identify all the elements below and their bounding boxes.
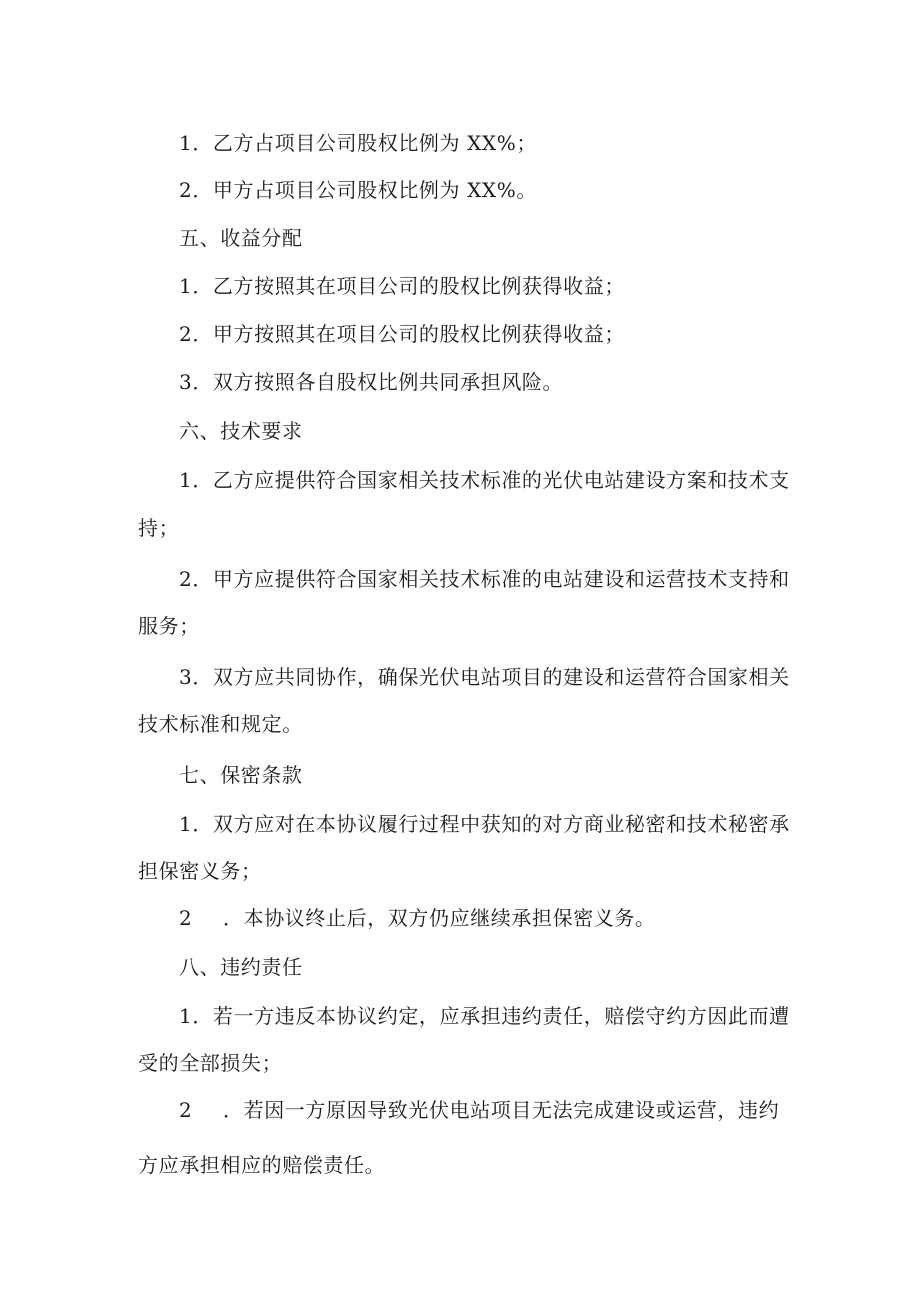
profit-item-3: [179, 370, 839, 394]
item-text: ．甲方按照其在项目公司的股权比例获得收益；: [192, 322, 625, 346]
section-heading-technical-requirements: 六、技术要求: [179, 419, 303, 443]
tech-item-1-continued: 持；: [138, 516, 180, 540]
liability-item-1: [179, 1004, 839, 1028]
tech-item-3-continued: 技术标准和规定。: [138, 712, 303, 736]
item-text: ．本协议终止后，双方仍应继续承担保密义务。: [223, 906, 656, 930]
item-text: ．双方应共同协作，确保光伏电站项目的建设和运营符合国家相关: [192, 665, 790, 689]
section-heading-breach-liability: 八、违约责任: [179, 955, 303, 979]
confidentiality-item-1-continued: 担保密义务；: [138, 859, 262, 883]
item-number: 1: [179, 131, 193, 155]
item-number: 1: [179, 468, 193, 492]
confidentiality-item-2: [179, 906, 839, 930]
item-text: ．乙方占项目公司股权比例为 XX%；: [192, 131, 537, 155]
item-number: 2: [179, 322, 193, 346]
item-text: ．双方应对在本协议履行过程中获知的对方商业秘密和技术秘密承: [192, 812, 790, 836]
item-number: 1: [179, 812, 193, 836]
profit-item-1: [179, 274, 839, 298]
liability-item-2-continued: 方应承担相应的赔偿责任。: [138, 1153, 386, 1177]
item-number: 1: [179, 274, 193, 298]
tech-item-3: [179, 665, 839, 689]
tech-item-2-continued: 服务；: [138, 614, 200, 638]
profit-item-2: [179, 322, 839, 346]
item-number: 1: [179, 1004, 193, 1028]
item-text: ．若一方违反本协议约定，应承担违约责任，赔偿守约方因此而遭: [192, 1004, 790, 1028]
section-heading-confidentiality: 七、保密条款: [179, 763, 303, 787]
item-text: ．甲方应提供符合国家相关技术标准的电站建设和运营技术支持和: [192, 567, 790, 591]
item-number: 2: [179, 567, 193, 591]
item-text: ．乙方按照其在项目公司的股权比例获得收益；: [192, 274, 625, 298]
tech-item-2: [179, 567, 839, 591]
item-number: 3: [179, 665, 193, 689]
item-text: ．双方按照各自股权比例共同承担风险。: [192, 370, 564, 394]
item-text: ．若因一方原因导致光伏电站项目无法完成建设或运营，违约: [223, 1098, 780, 1122]
item-number: 2: [179, 1098, 193, 1122]
item-number: 3: [179, 370, 193, 394]
equity-item-2: [179, 178, 839, 202]
item-text: ．乙方应提供符合国家相关技术标准的光伏电站建设方案和技术支: [192, 468, 790, 492]
tech-item-1: [179, 468, 839, 492]
confidentiality-item-1: [179, 812, 839, 836]
section-heading-profit-distribution: 五、收益分配: [179, 226, 303, 250]
item-number: 2: [179, 178, 193, 202]
liability-item-2: [179, 1098, 839, 1122]
equity-item-1: [179, 131, 839, 155]
item-text: ．甲方占项目公司股权比例为 XX%。: [192, 178, 537, 202]
item-number: 2: [179, 906, 193, 930]
liability-item-1-continued: 受的全部损失；: [138, 1051, 283, 1075]
